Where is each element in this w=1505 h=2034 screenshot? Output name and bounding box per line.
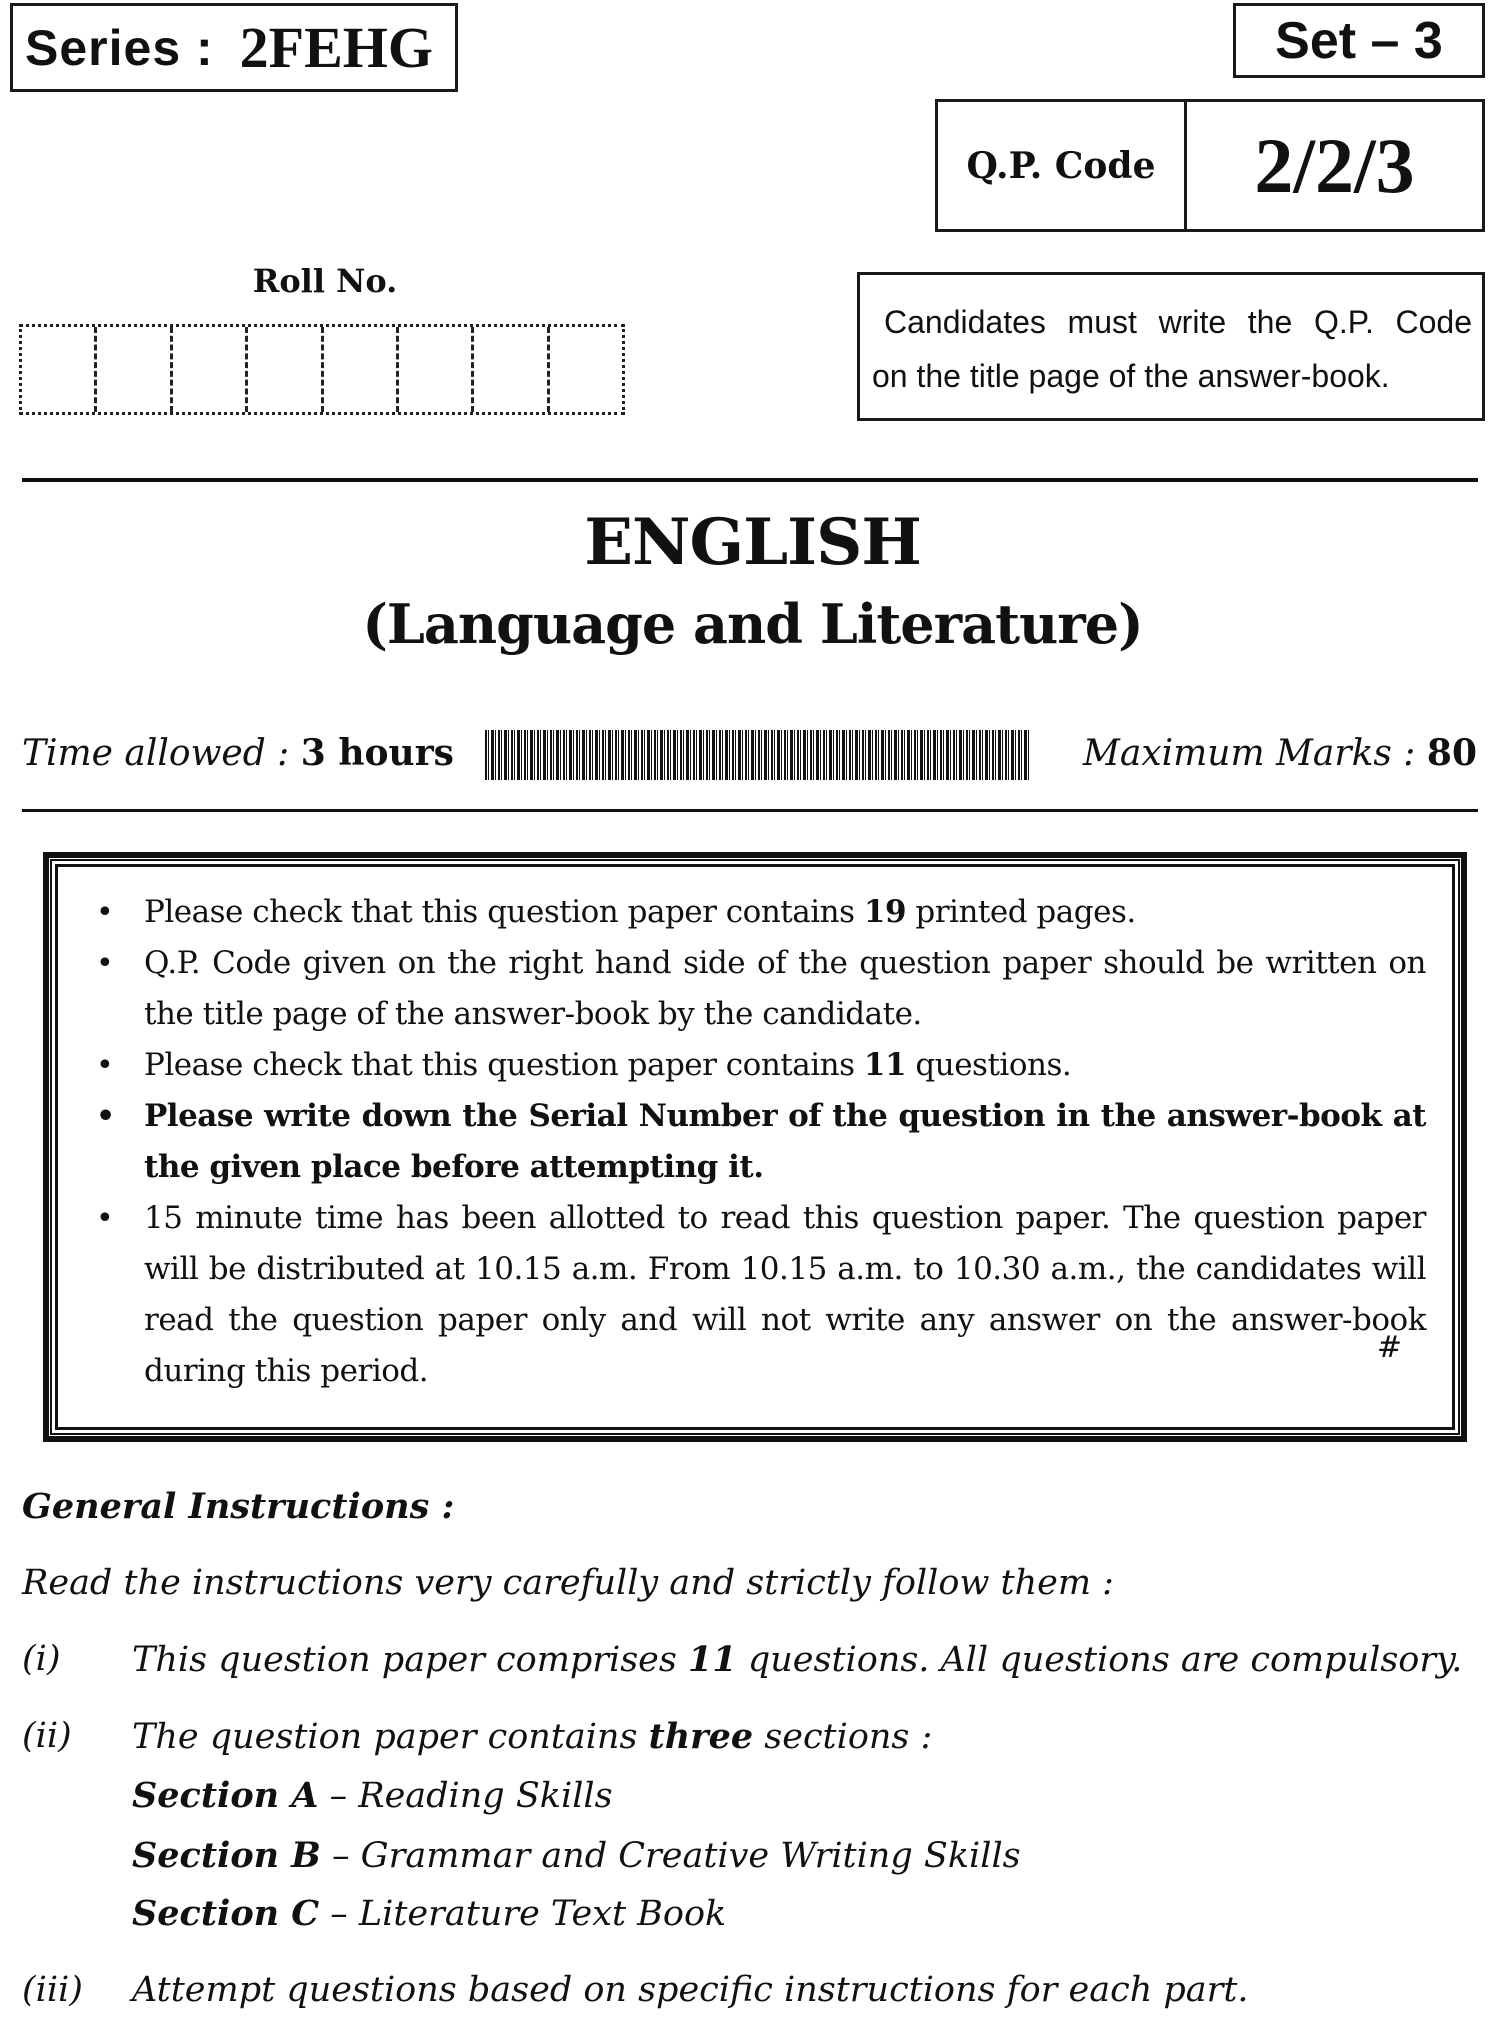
candidates-note-line1: Candidates must write the Q.P. Code: [884, 304, 1472, 340]
series-value: 2FEHG: [239, 15, 434, 80]
roll-no-cell[interactable]: [474, 327, 549, 412]
subject-subtitle: (Language and Literature): [362, 592, 1143, 656]
notice-item: • Please write down the Serial Number of the question in the answer-book at the given place before attempting it.: [96, 1091, 1426, 1193]
notice-box: [43, 852, 1467, 1442]
roll-no-label: Roll No.: [252, 262, 398, 300]
set-label: Set – 3: [1275, 11, 1443, 70]
barcode-image: [485, 730, 1030, 780]
divider-top: [22, 478, 1478, 482]
section-b: Section B – Grammar and Creative Writing Skills: [132, 1835, 1021, 1876]
candidates-note-box: [857, 272, 1485, 421]
time-label: Time allowed :: [22, 733, 301, 774]
bullet-icon: •: [96, 895, 114, 930]
notice-item: • Q.P. Code given on the right hand side of the question paper should be written on the title page of the answer-book by the candidate.: [96, 938, 1426, 1040]
roll-no-cell[interactable]: [324, 327, 399, 412]
section-c: Section C – Literature Text Book: [132, 1893, 727, 1934]
notice-item: • 15 minute time has been allotted to read this question paper. The question paper will be distributed at 10.15 a.m. From 10.15 a.m. to 10.30 a.m., the candidates will read the question paper only and will not write any answer on the answer-book during this period.: [96, 1193, 1426, 1397]
section-a: Section A – Reading Skills: [132, 1775, 613, 1816]
set-box: [1233, 3, 1485, 78]
roll-no-cell[interactable]: [97, 327, 172, 412]
qp-code-label: Q.P. Code: [938, 102, 1187, 229]
hash-mark: #: [1376, 1330, 1402, 1365]
instruction-number: (iii): [22, 1970, 83, 2010]
notice-list: [96, 887, 1426, 1397]
roll-no-boxes[interactable]: [19, 324, 625, 415]
roll-no-cell[interactable]: [22, 327, 97, 412]
time-allowed: [22, 732, 454, 774]
marks-value: 80: [1426, 732, 1477, 774]
notice-item: • Please check that this question paper contains 11 questions.: [96, 1040, 1426, 1091]
roll-no-cell[interactable]: [399, 327, 474, 412]
candidates-note-line2: on the title page of the answer-book.: [872, 358, 1390, 394]
notice-inner: [55, 864, 1455, 1430]
marks-label: Maximum Marks :: [1083, 733, 1427, 774]
bullet-icon: •: [96, 1201, 114, 1236]
qp-code-box: [935, 99, 1485, 232]
roll-no-cell[interactable]: [248, 327, 323, 412]
instruction-number: (ii): [22, 1716, 72, 1756]
divider-bottom: [22, 809, 1478, 812]
roll-no-cell[interactable]: [550, 327, 622, 412]
series-label: Series :: [25, 19, 214, 76]
time-value: 3 hours: [300, 732, 454, 774]
notice-item: • Please check that this question paper contains 19 printed pages.: [96, 887, 1426, 938]
series-box: [10, 3, 458, 92]
instruction-number: (i): [22, 1639, 61, 1679]
maximum-marks: [1083, 732, 1477, 774]
subject-title: ENGLISH: [584, 505, 921, 580]
bullet-icon: •: [96, 946, 114, 981]
roll-no-cell[interactable]: [173, 327, 248, 412]
general-instructions-intro: Read the instructions very carefully and strictly follow them :: [22, 1563, 1114, 1603]
general-instructions-title: General Instructions :: [22, 1486, 455, 1527]
qp-code-value: 2/2/3: [1254, 121, 1415, 209]
bullet-icon: •: [96, 1048, 114, 1083]
bullet-icon: •: [96, 1099, 115, 1134]
